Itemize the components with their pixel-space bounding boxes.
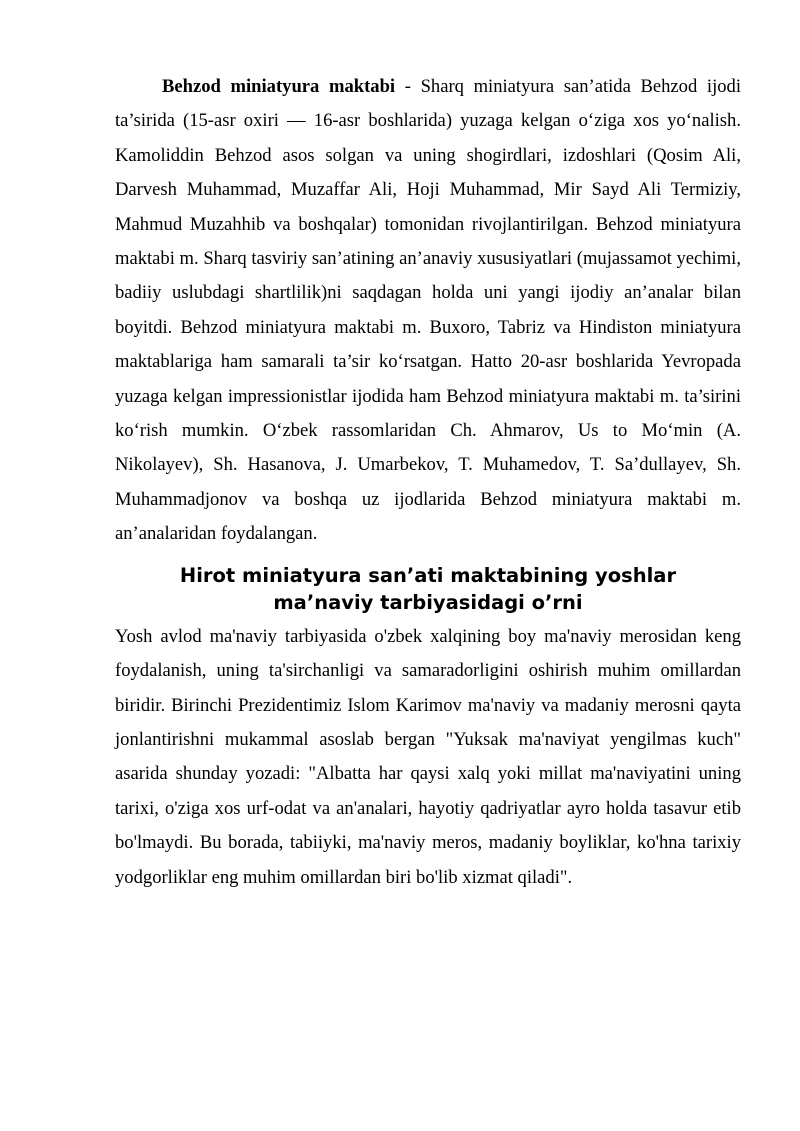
section-paragraph: Yosh avlod ma'naviy tarbiyasida o'zbek xalqining boy ma'naviy merosidan keng foydalanish, uning ta'sirchanligi va samaradorligini oshirish muhim omillardan biridir. Birinchi Prezidentimiz Islom Karimov ma'naviy va madaniy merosni qayta jonlantirishni mukammal asoslab bergan "Yuksak ma'naviyat yengilmas kuch" asarida shunday yozadi: "Albatta har qaysi xalq yoki millat ma'naviyatini uning tarixi, o'ziga xos urf-odat va an'analari, hayotiy qadriyatlar ayro holda tasavur etib bo'lmaydi. Bu borada, tabiiyki, ma'naviy meros, madaniy boyliklar, ko'hna tarixiy yodgorliklar eng muhim omillardan biri bo'lib xizmat qiladi". bbox=[115, 625, 741, 888]
intro-paragraph bbox=[115, 70, 741, 552]
document-page bbox=[115, 70, 741, 895]
term-separator: - bbox=[395, 76, 421, 97]
intro-paragraph-text: Sharq miniatyura san’atida Behzod ijodi ta’sirida (15-asr oxiri — 16-asr boshlarida) yuzaga kelgan o‘ziga xos yo‘nalish. Kamoliddin Behzod asos solgan va uning shogirdlari, izdoshlari (Qosim Ali, Darvesh Muhammad, Muzaffar Ali, Hoji Muhammad, Mir Sayd Ali Termiziy, Mahmud Muzahhib va boshqalar) tomonidan rivojlantirilgan. Behzod miniatyura maktabi m. Sharq tasviriy san’atining an’anaviy xususiyatlari (mujassamot yechimi, badiiy uslubdagi shartlilik)ni saqdagan holda uni yangi ijodiy an’analar bilan boyitdi. Behzod miniatyura maktabi m. Buxoro, Tabriz va Hindiston miniatyura maktablariga ham samarali ta’sir ko‘rsatgan. Hatto 20-asr boshlarida Yevropada yuzaga kelgan impressionistlar ijodida ham Behzod miniatyura maktabi m. ta’sirini ko‘rish mumkin. O‘zbek rassomlaridan Ch. Ahmarov, Us to Mo‘min (A. Nikolayev), Sh. Hasanova, J. Umarbekov, T. Muhamedov, T. Sa’dullayev, Sh. Muhammadjonov va boshqa uz ijodlarida Behzod miniatyura maktabi m. an’analaridan foydalangan. bbox=[115, 76, 741, 545]
section-heading bbox=[115, 562, 741, 616]
section-heading-line-1: Hirot miniatyura san’ati maktabining yoshlar bbox=[179, 563, 677, 587]
defined-term: Behzod miniatyura maktabi bbox=[162, 76, 396, 97]
section-heading-line-2: ma’naviy tarbiyasidagi o’rni bbox=[273, 590, 583, 614]
